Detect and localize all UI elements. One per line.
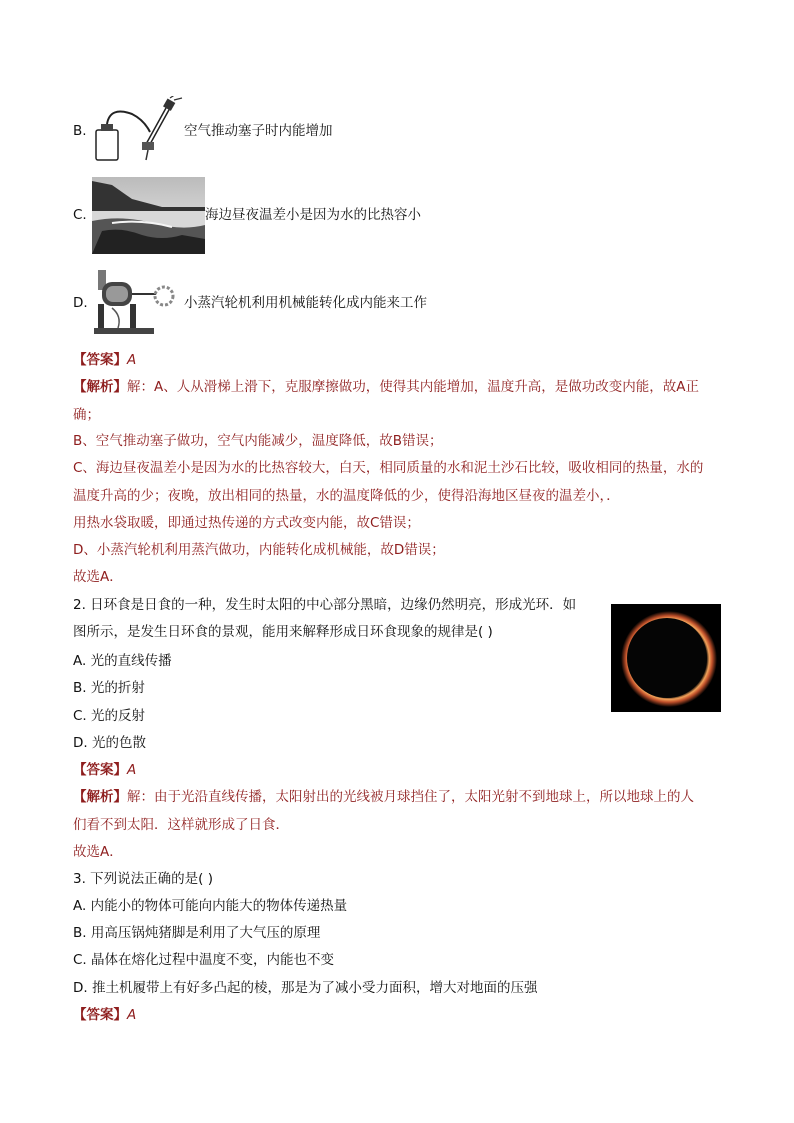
q3-option-a: A. 内能小的物体可能向内能大的物体传递热量 xyxy=(73,898,348,914)
q2-conclusion: 故选A． xyxy=(73,844,123,860)
q1-conclusion: 故选A． xyxy=(73,569,123,585)
answer-tag: 【答案】 xyxy=(73,352,127,368)
q1-analysis-line-4: C、海边昼夜温差小是因为水的比热容较大，白天，相同质量的水和泥土沙石比较，吸收相同的热量，水的 xyxy=(73,460,704,476)
answer-tag: 【答案】 xyxy=(73,762,127,778)
q3-option-b: B. 用高压锅炖猪脚是利用了大气压的原理 xyxy=(73,925,321,941)
q2-option-c: C. 光的反射 xyxy=(73,708,146,724)
seaside-photo xyxy=(92,177,205,254)
q2-answer xyxy=(73,760,136,780)
option-c-text: 海边昼夜温差小是因为水的比热容小 xyxy=(205,207,421,223)
analysis-text: 解：由于光沿直线传播，太阳射出的光线被月球挡住了，太阳光射不到地球上，所以地球上的人 xyxy=(127,789,694,805)
q3-option-d: D. 推土机履带上有好多凸起的棱，那是为了减小受力面积，增大对地面的压强 xyxy=(73,980,538,996)
q1-analysis-line-1 xyxy=(73,377,699,397)
option-d-letter: D. xyxy=(73,295,88,311)
q2-option-b: B. 光的折射 xyxy=(73,680,145,696)
q3-option-c: C. 晶体在熔化过程中温度不变，内能也不变 xyxy=(73,952,335,968)
option-c-letter: C. xyxy=(73,207,87,223)
analysis-tag: 【解析】 xyxy=(73,379,127,395)
answer-value: A xyxy=(127,352,137,368)
steam-turbine-illustration xyxy=(92,268,184,340)
answer-tag: 【答案】 xyxy=(73,1007,127,1023)
q1-analysis-line-7: D、小蒸汽轮机利用蒸汽做功，内能转化成机械能，故D错误； xyxy=(73,542,445,558)
q2-stem-line-2: 图所示，是发生日环食的景观，能用来解释形成日环食现象的规律是( ) xyxy=(73,624,493,640)
analysis-text: 解：A、人从滑梯上滑下，克服摩擦做功，使得其内能增加，温度升高，是做功改变内能，故A正 xyxy=(127,379,699,395)
q2-analysis-line-1 xyxy=(73,787,694,807)
q3-stem: 3. 下列说法正确的是( ) xyxy=(73,871,213,887)
analysis-tag: 【解析】 xyxy=(73,789,127,805)
q2-analysis-line-2: 们看不到太阳．这样就形成了日食． xyxy=(73,817,289,833)
q1-analysis-line-3: B、空气推动塞子做功，空气内能减少，温度降低，故B错误； xyxy=(73,433,443,449)
option-b-text: 空气推动塞子时内能增加 xyxy=(184,123,333,139)
flask-stopper-illustration xyxy=(92,96,184,166)
q1-answer xyxy=(73,350,136,370)
option-b-letter: B. xyxy=(73,123,87,139)
q2-option-a: A. 光的直线传播 xyxy=(73,653,172,669)
option-d-text: 小蒸汽轮机利用机械能转化成内能来工作 xyxy=(184,295,427,311)
q2-stem-line-1: 2. 日环食是日食的一种，发生时太阳的中心部分黑暗，边缘仍然明亮，形成光环．如 xyxy=(73,597,577,613)
q2-option-d: D. 光的色散 xyxy=(73,735,146,751)
q3-answer xyxy=(73,1005,136,1025)
q1-analysis-line-5: 温度升高的少；夜晚，放出相同的热量，水的温度降低的少，使得沿海地区昼夜的温差小，． xyxy=(73,488,620,504)
q1-analysis-line-6: 用热水袋取暖，即通过热传递的方式改变内能，故C错误； xyxy=(73,515,420,531)
answer-value: A xyxy=(127,762,137,778)
annular-eclipse-photo xyxy=(611,604,721,712)
q1-analysis-line-2: 确； xyxy=(73,407,100,423)
answer-value: A xyxy=(127,1007,137,1023)
